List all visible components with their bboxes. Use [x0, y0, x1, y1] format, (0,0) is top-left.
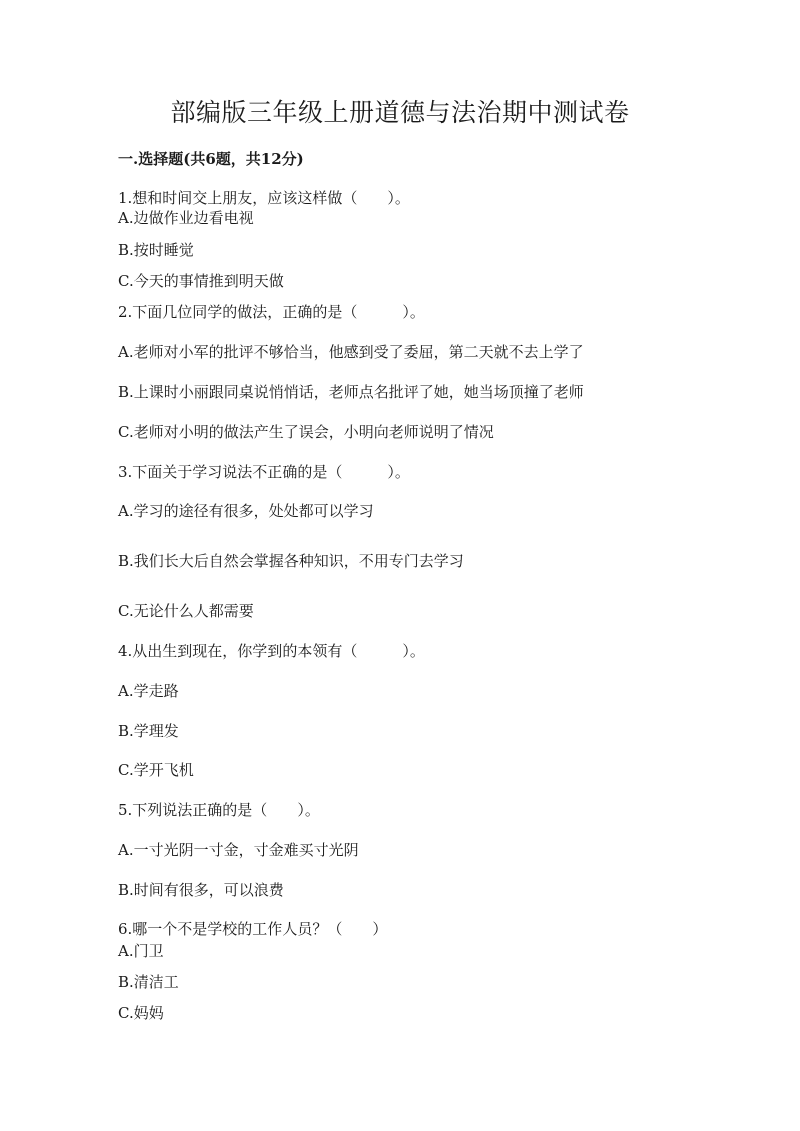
question-stem: 3.下面关于学习说法不正确的是（ ）。: [118, 463, 410, 481]
question-stem: 4.从出生到现在，你学到的本领有（ ）。: [118, 642, 425, 660]
option-b: B.按时睡觉: [118, 241, 194, 259]
question-stem: 5.下列说法正确的是（ ）。: [118, 801, 320, 819]
page-title: 部编版三年级上册道德与法治期中测试卷: [170, 98, 630, 127]
option-a: A.门卫: [118, 942, 164, 960]
option-b: B.我们长大后自然会掌握各种知识，不用专门去学习: [118, 552, 464, 570]
option-c: C.无论什么人都需要: [118, 602, 254, 620]
option-a: A.学习的途径有很多，处处都可以学习: [118, 502, 374, 520]
question-stem: 2.下面几位同学的做法，正确的是（ ）。: [118, 303, 425, 321]
option-a: A.老师对小军的批评不够恰当，他感到受了委屈，第二天就不去上学了: [118, 343, 584, 361]
option-b: B.时间有很多，可以浪费: [118, 881, 284, 899]
option-b: B.学理发: [118, 722, 179, 740]
question-stem: 1.想和时间交上朋友，应该这样做（ ）。: [118, 189, 410, 207]
option-b: B.上课时小丽跟同桌说悄悄话，老师点名批评了她，她当场顶撞了老师: [118, 383, 584, 401]
option-c: C.学开飞机: [118, 761, 194, 779]
option-a: A.一寸光阴一寸金，寸金难买寸光阴: [118, 841, 359, 859]
option-c: C.老师对小明的做法产生了误会，小明向老师说明了情况: [118, 423, 494, 441]
option-c: C.今天的事情推到明天做: [118, 272, 284, 290]
option-c: C.妈妈: [118, 1004, 164, 1022]
section-heading: 一.选择题(共6题，共12分): [118, 150, 304, 168]
option-a: A.边做作业边看电视: [118, 209, 254, 227]
option-a: A.学走路: [118, 682, 179, 700]
option-b: B.清洁工: [118, 973, 179, 991]
question-stem: 6.哪一个不是学校的工作人员？（ ）: [118, 920, 388, 938]
